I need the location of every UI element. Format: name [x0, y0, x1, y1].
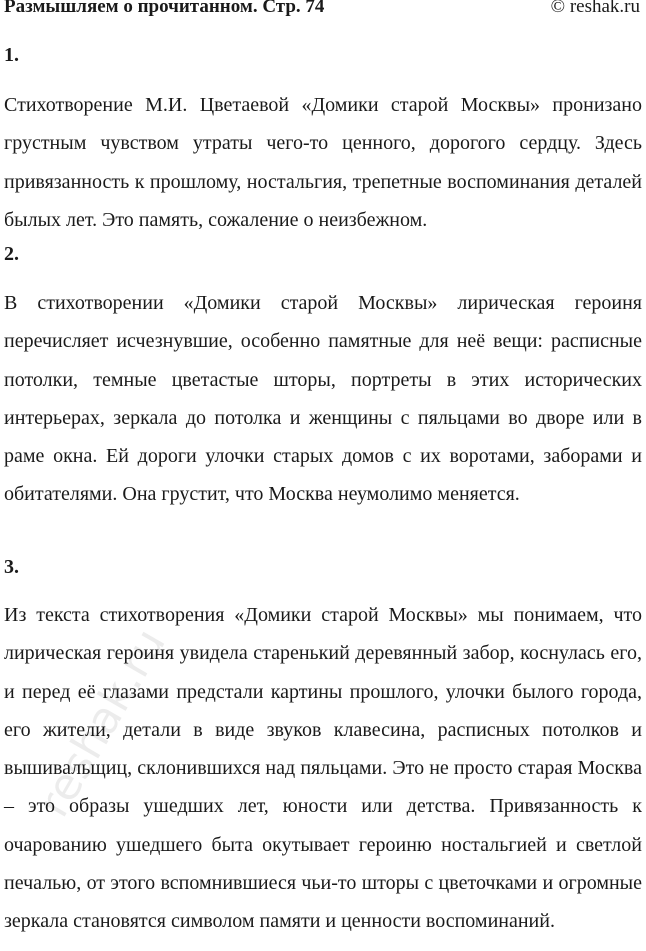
section-number-1: 1. — [4, 44, 19, 66]
page-title: Размышляем о прочитанном. Стр. 74 — [4, 0, 325, 17]
watermark: reshak.ru — [28, 620, 176, 826]
page-header — [0, 0, 646, 24]
section-text-2: В стихотворении «Домики старой Москвы» лирическая героиня перечисляет исчезнувшие, особенно памятные для неё вещи: расписные потолки, темные цветастые шторы, портреты в этих исторических интерьерах, зеркала до потолка и женщины с пяльцами во дворе или в раме окна. Ей дороги улочки старых домов с их воротами, заборами и обитателями. Она грустит, что Москва неумолимо меняется. — [4, 292, 642, 506]
section-text-1: Стихотворение М.И. Цветаевой «Домики старой Москвы» пронизано грустным чувством утраты чего-то ценного, дорогого сердцу. Здесь привязанность к прошлому, ностальгия, трепетные воспоминания деталей былых лет. Это память, сожаление о неизбежном. — [4, 94, 642, 231]
source-credit: © reshak.ru — [550, 0, 640, 17]
section-number-2: 2. — [4, 243, 19, 265]
section-number-3: 3. — [4, 556, 19, 578]
section-text-3: Из текста стихотворения «Домики старой Москвы» мы понимаем, что лирическая героиня увидела старенький деревянный забор, коснулась его, и перед её глазами предстали картины прошлого, улочки былого города, его жители, детали в виде звуков клавесина, расписных потолков и вышивальщиц, склонившихся над пяльцами. Это не просто старая Москва – это образы ушедших лет, юности или детства. Привязанность к очарованию ушедшего быта окутывает героиню ностальгией и светлой печалью, от этого вспомнившиеся чьи-то шторы с цветочками и огромные зеркала становятся символом памяти и ценности воспоминаний. — [4, 604, 642, 933]
